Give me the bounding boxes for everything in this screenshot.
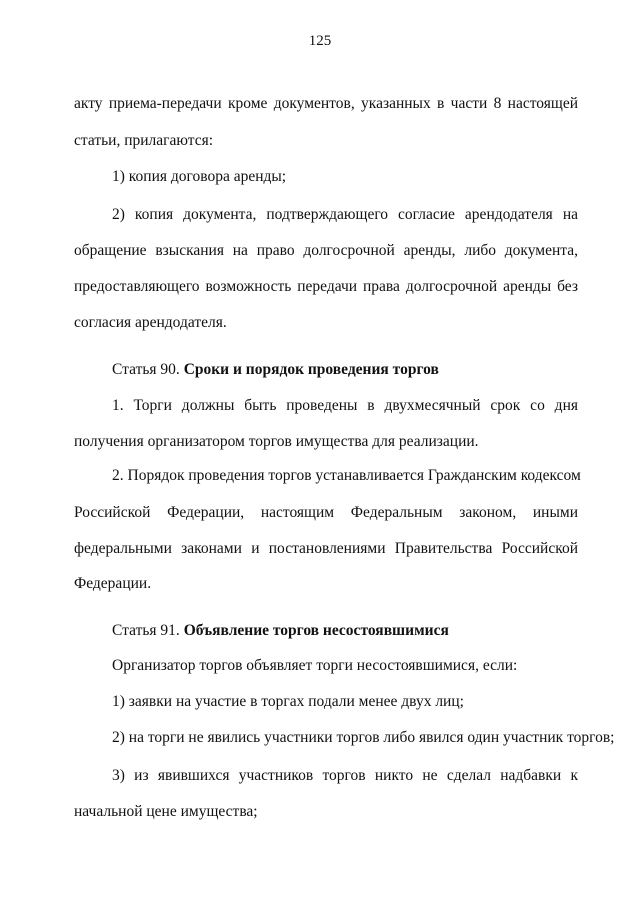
article-number: Статья 91.: [112, 622, 184, 639]
paragraph-line: согласия арендодателя.: [74, 314, 227, 331]
list-item: 3) из явившихся участников торгов никто не сделал надбавки к: [112, 767, 578, 784]
paragraph-line: 2. Порядок проведения торгов устанавливается Гражданским кодексом: [112, 467, 581, 484]
paragraph-line: предоставляющего возможность передачи права долгосрочной аренды без: [74, 278, 578, 295]
paragraph-line: начальной цене имущества;: [74, 803, 258, 820]
article-title: Сроки и порядок проведения торгов: [183, 361, 439, 378]
list-item: 1) копия договора аренды;: [112, 168, 287, 185]
article-91-heading: [112, 621, 578, 641]
paragraph-line: статьи, прилагаются:: [74, 132, 214, 149]
article-title: Объявление торгов несостоявшимися: [183, 622, 449, 639]
paragraph-line: 1. Торги должны быть проведены в двухмесячный срок со дня: [112, 397, 578, 414]
paragraph-line: федеральными законами и постановлениями Правительства Российской: [74, 540, 578, 557]
article-90-heading: [112, 360, 578, 380]
page-number: 125: [308, 33, 332, 49]
paragraph-line: Федерации.: [74, 575, 152, 592]
paragraph-line: акту приема-передачи кроме документов, указанных в части 8 настоящей: [74, 95, 578, 112]
paragraph-line: 2) копия документа, подтверждающего согласие арендодателя на: [112, 206, 578, 223]
paragraph-line: Российской Федерации, настоящим Федеральным законом, иными: [74, 504, 578, 521]
paragraph-line: получения организатором торгов имущества для реализации.: [74, 433, 479, 450]
article-number: Статья 90.: [112, 361, 184, 378]
paragraph-line: Организатор торгов объявляет торги несостоявшимися, если:: [112, 657, 518, 674]
paragraph-line: обращение взыскания на право долгосрочной аренды, либо документа,: [74, 242, 578, 259]
list-item: 2) на торги не явились участники торгов либо явился один участник торгов;: [112, 729, 615, 746]
list-item: 1) заявки на участие в торгах подали менее двух лиц;: [112, 693, 464, 710]
